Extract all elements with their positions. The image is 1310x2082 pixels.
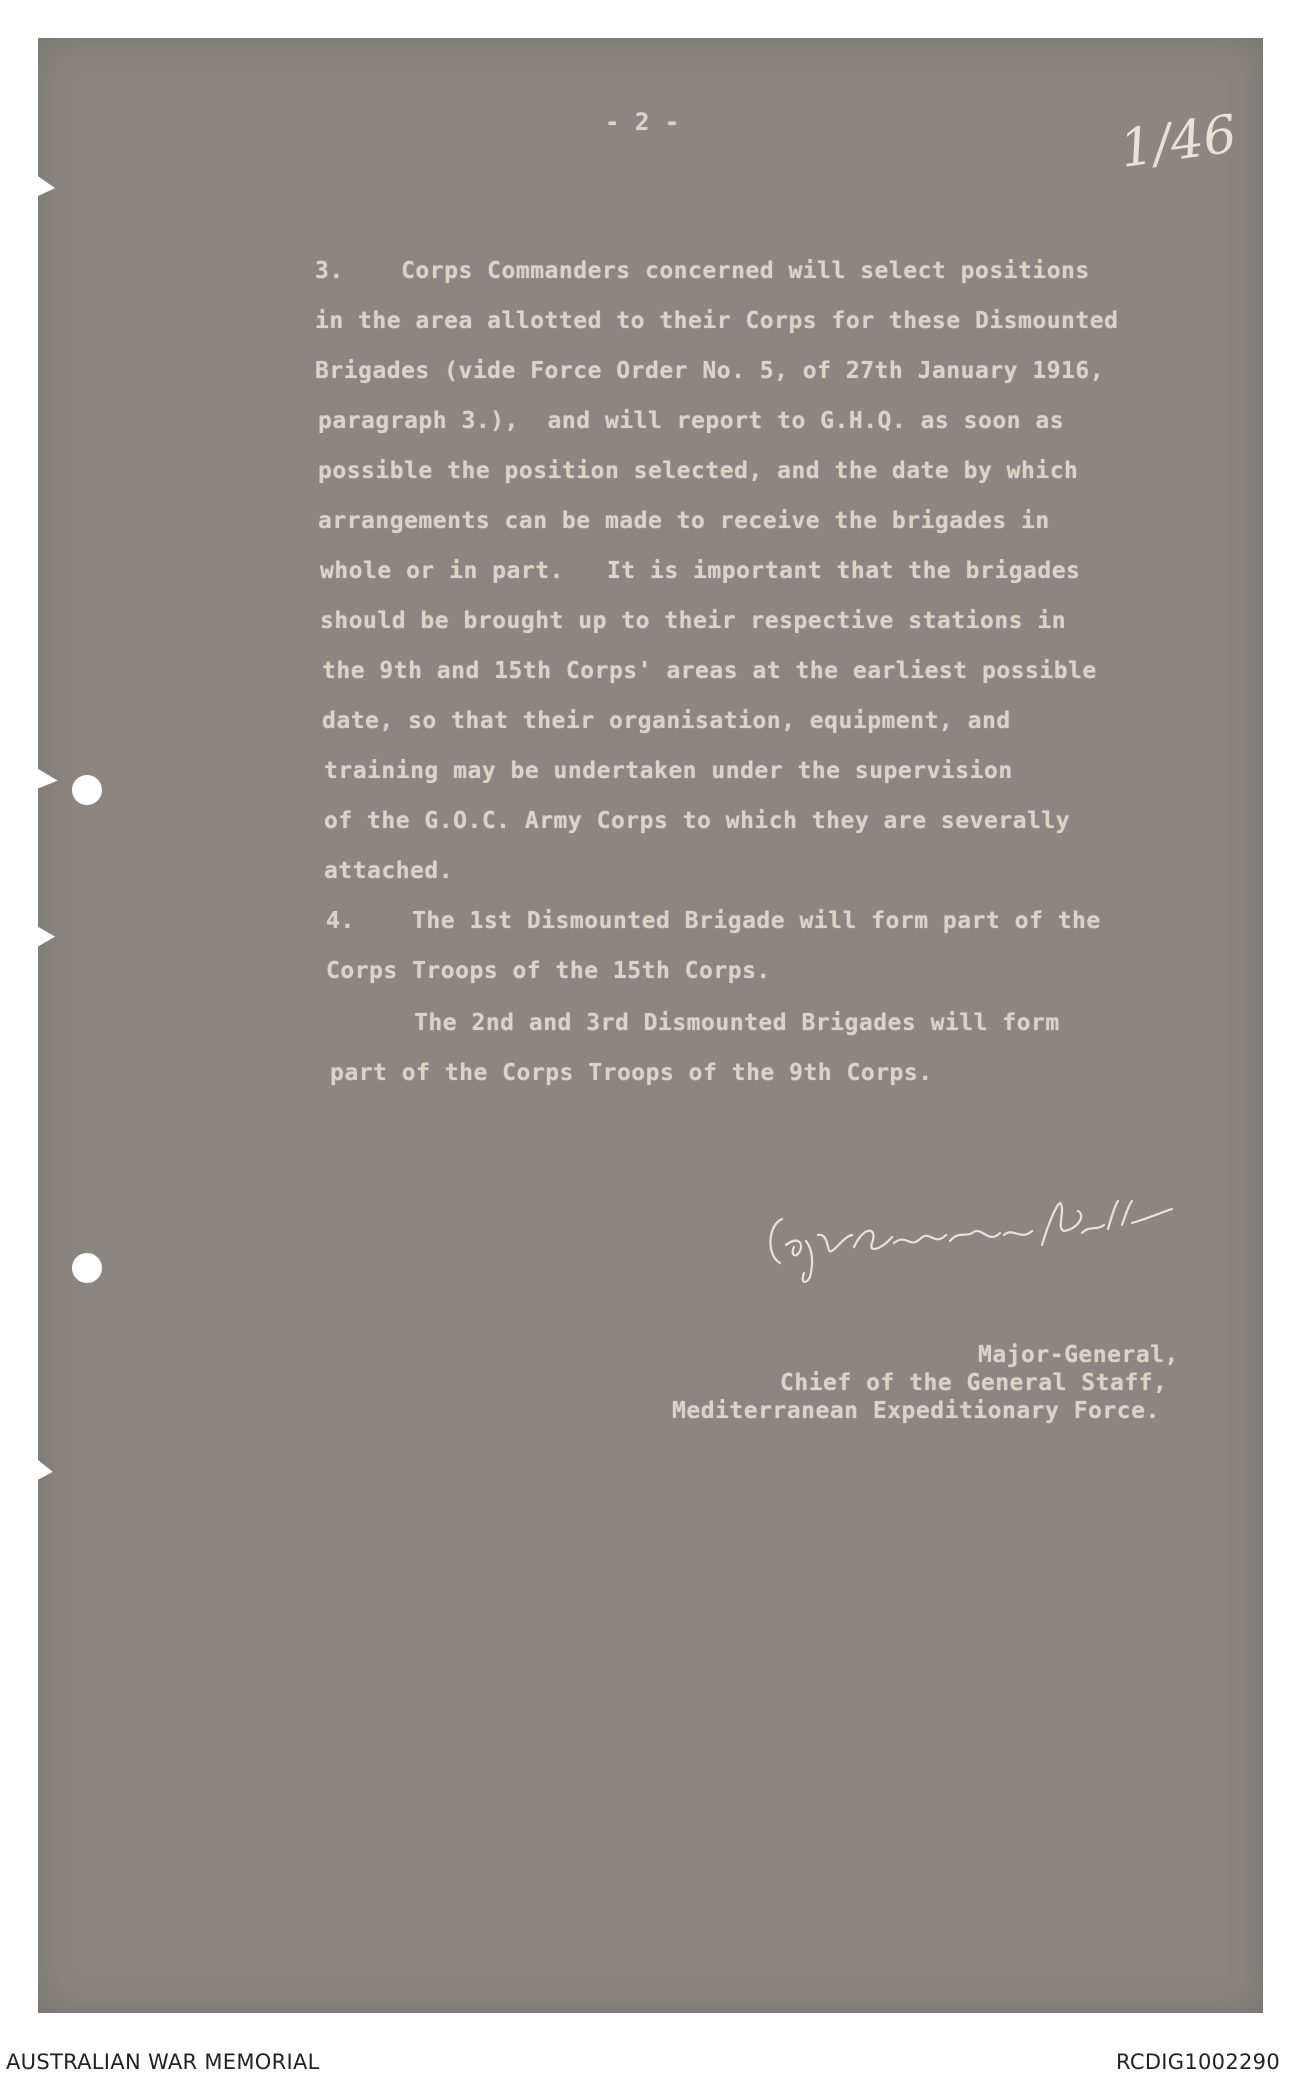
signature-title-line: Mediterranean Expeditionary Force. — [672, 1398, 1160, 1424]
text-line: should be brought up to their respective stations in — [320, 608, 1067, 634]
signature-drawing — [760, 1185, 1180, 1295]
text-line: Corps Troops of the 15th Corps. — [326, 958, 771, 984]
text-line: the 9th and 15th Corps' areas at the earliest possible — [322, 658, 1097, 684]
punch-hole — [72, 775, 102, 805]
text-line: of the G.O.C. Army Corps to which they are severally — [324, 808, 1071, 834]
signature-title-line: Major-General, — [978, 1342, 1179, 1368]
text-line: arrangements can be made to receive the brigades in — [318, 508, 1050, 534]
text-line: training may be undertaken under the supervision — [324, 758, 1013, 784]
footer-institution: AUSTRALIAN WAR MEMORIAL — [6, 2050, 320, 2074]
text-line: Brigades (vide Force Order No. 5, of 27th January 1916, — [315, 358, 1105, 384]
text-line: 4. The 1st Dismounted Brigade will form part of the — [326, 908, 1101, 934]
text-line: possible the position selected, and the date by which — [318, 458, 1079, 484]
footer-record-id: RCDIG1002290 — [1116, 2050, 1280, 2074]
text-line: date, so that their organisation, equipment, and — [322, 708, 1011, 734]
handwritten-signature — [760, 1185, 1180, 1295]
text-line: attached. — [324, 858, 454, 884]
text-line: part of the Corps Troops of the 9th Corps. — [330, 1060, 933, 1086]
handwritten-page-reference: 1/46 — [1116, 104, 1241, 180]
text-line: 3. Corps Commanders concerned will select positions — [315, 258, 1090, 284]
page-number: - 2 - — [605, 108, 680, 136]
text-line: paragraph 3.), and will report to G.H.Q. as soon as — [318, 408, 1065, 434]
text-line: in the area allotted to their Corps for these Dismounted — [315, 308, 1119, 334]
text-line: whole or in part. It is important that the brigades — [320, 558, 1081, 584]
text-line: The 2nd and 3rd Dismounted Brigades will form — [328, 1010, 1060, 1036]
punch-hole — [72, 1253, 102, 1283]
signature-title-line: Chief of the General Staff, — [780, 1370, 1168, 1396]
